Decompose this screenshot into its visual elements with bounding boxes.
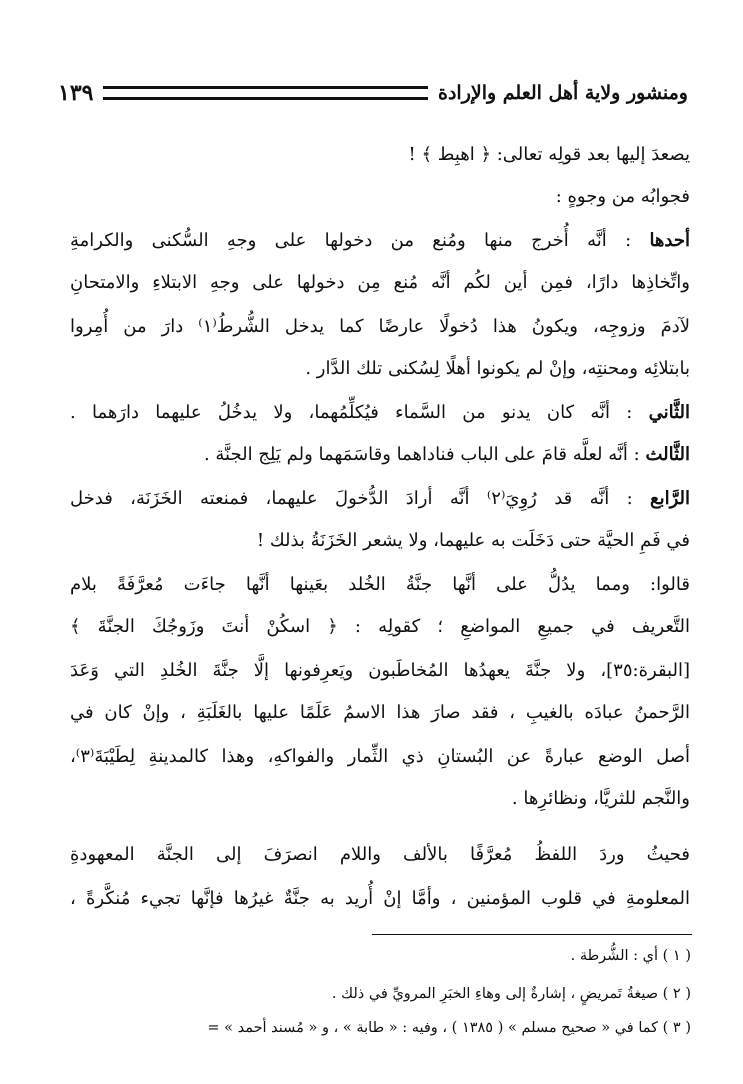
text-line: فحيثُ وردَ اللفظُ مُعرَّفًا بالألف واللام انصرَفَ إلى الجنَّة المعهودةِ bbox=[70, 844, 690, 865]
text-line: الثَّالث : أنَّه لعلَّه قامَ على الباب فناداهما وقاسَمَهما ولم يَلِج الجنَّة . bbox=[203, 444, 690, 465]
text-line: بابتلائِه ومحنتِه، وإنْ لم يكونوا أهلًا لِسُكنى تلك الدَّار . bbox=[305, 358, 690, 379]
text-line: الرَّابع : أنَّه قد رُوِيَ⁽٢⁾ أنَّه أرادَ الدُّخولَ عليهما، فمنعته الخَزَنَة، فدخل bbox=[70, 488, 691, 509]
text-line: في فَمِ الحيَّة حتى دَخَلَت به عليهما، ولا يشعر الخَزَنَةُ بذلك ! bbox=[256, 530, 690, 551]
text-line: الثَّاني : أنَّه كان يدنو من السَّماء فيُكلِّمُهما، ولا يدخُلُ عليهما دارَهما . bbox=[70, 402, 690, 423]
point-label: أحدها bbox=[649, 230, 690, 251]
footnote: ( ١ ) أي : الشُّرطة . bbox=[570, 948, 691, 964]
footnote-separator bbox=[372, 934, 692, 935]
text-line: فجوابُه من وجوهٍ : bbox=[555, 186, 690, 207]
point-label: الرَّابع bbox=[650, 488, 691, 509]
text-line: أحدها : أنَّه أُخرج منها ومُنع من دخولها على وجهِ السُّكنى والكرامةِ bbox=[70, 230, 690, 251]
running-header bbox=[58, 78, 688, 108]
header-title: ومنشور ولاية أهل العلم والإرادة bbox=[438, 82, 688, 104]
text-line: لآدمَ وزوجِه، ويكونُ هذا دُخولًا عارضًا كما يدخل الشُّرطُ⁽١⁾ دارَ من أُمِروا bbox=[70, 316, 691, 337]
footnote: ( ٣ ) كما في « صحيح مسلم » ( ١٣٨٥ ) ، وفيه : « طابة » ، و « مُسند أحمد » = bbox=[207, 1020, 691, 1036]
point-label: الثَّاني bbox=[648, 402, 690, 423]
header-rule bbox=[103, 86, 428, 100]
text-line: قالوا: ومما يدُلُّ على أنَّها جنَّةُ الخُلد بعَينها أنَّها جاءَت مُعرَّفَةً بلام bbox=[70, 574, 690, 595]
page-number: ١٣٩ bbox=[58, 80, 94, 106]
text-line: التَّعريف في جميعِ المواضعِ ؛ كقولِه : ﴿ اسكُنْ أنتَ وزَوجُكَ الجنَّةَ ﴾ bbox=[70, 616, 690, 637]
text-line: واتِّخاذِها دارًا، فمِن أين لكُم أنَّه مُنع مِن دخولها على وجهِ الابتلاءِ والامتحانِ bbox=[70, 272, 690, 293]
text-line: والنَّجم للثريَّا، ونظائرِها . bbox=[511, 788, 690, 809]
text-line: يصعدَ إليها بعد قولِه تعالى: ﴿ اهبِط ﴾ ! bbox=[408, 144, 690, 165]
text-line: الرَّحمنُ عبادَه بالغيبِ ، فقد صارَ هذا الاسمُ عَلَمًا عليها بالغَلَبَةِ ، وإنْ كان في bbox=[70, 702, 690, 723]
text-line: [البقرة:٣٥]، ولا جنَّةَ يعهدُها المُخاطَبون ويَعرِفونها إلَّا جنَّةَ الخُلدِ التي وَعَدَ bbox=[70, 660, 690, 681]
footnote: ( ٢ ) صيغةُ تَمريضٍ ، إشارةٌ إلى وهاءِ الخبَرِ المرويِّ في ذلك . bbox=[331, 986, 691, 1002]
text-line: أصل الوضع عبارةً عن البُستانِ ذي الثِّمار والفواكهِ، وهذا كالمدينةِ لِطَيْبَةَ⁽٣⁾، bbox=[70, 746, 690, 767]
text-line: المعلومةِ في قلوب المؤمنين ، وأمَّا إنْ أُريد به جنَّةٌ غيرُها فإنَّها تجيء مُنكَّرةً ، bbox=[70, 888, 690, 909]
point-label: الثَّالث bbox=[645, 444, 690, 465]
